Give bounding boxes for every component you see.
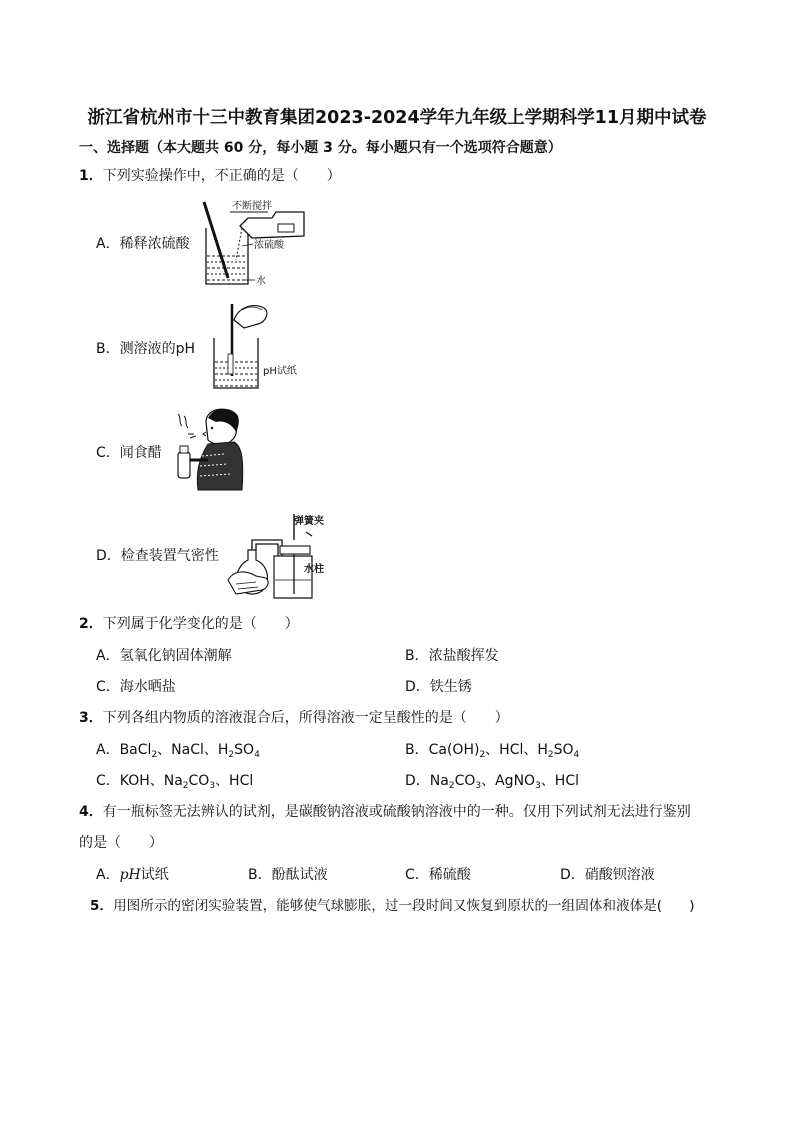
q4-option-b: B．酚酞试液 bbox=[248, 867, 328, 883]
figure-smell-vinegar bbox=[168, 404, 246, 494]
q3-option-d: D．$Na_2CO_3$、AgNO$_3$、HCl bbox=[405, 773, 580, 791]
q1-option-b: B．测溶液的pH bbox=[96, 341, 196, 357]
question-stem-line-1: 有一瓶标签无法辨认的试剂，是碳酸钠溶液或硫酸钠溶液中的一种。仅用下列试剂无法进行鉴别 bbox=[102, 804, 691, 820]
question-stem: 下列各组内物质的溶液混合后，所得溶液一定呈酸性的是（ ） bbox=[102, 710, 509, 726]
q3-option-b: B．$Ca(OH)_2$、HCl、$H_2SO_4$ bbox=[405, 742, 580, 760]
q3-option-c: C．KOH、$Na_2CO_3$、HCl bbox=[96, 773, 254, 791]
q4-option-c: C．稀硫酸 bbox=[405, 867, 471, 883]
figure-label-ph-paper: pH试纸 bbox=[263, 366, 297, 377]
question-number: 3． bbox=[79, 710, 103, 726]
question-number: 1． bbox=[79, 168, 103, 184]
figure-label-acid: 浓硫酸 bbox=[254, 240, 284, 251]
q2-option-a: A．氢氧化钠固体潮解 bbox=[96, 648, 232, 664]
question-number: 2． bbox=[79, 616, 103, 632]
question-1 bbox=[79, 165, 341, 185]
q1-option-c: C．闻食醋 bbox=[96, 445, 162, 461]
question-stem: 下列实验操作中，不正确的是（ ） bbox=[102, 168, 341, 184]
question-stem: 下列属于化学变化的是（ ） bbox=[102, 616, 299, 632]
section-heading: 一、选择题（本大题共 60 分，每小题 3 分。每小题只有一个选项符合题意） bbox=[79, 140, 562, 156]
q2-option-c: C．海水晒盐 bbox=[96, 679, 176, 695]
figure-label-clamp: 弹簧夹 bbox=[294, 516, 324, 527]
figure-label-water: 水 bbox=[256, 276, 266, 287]
question-2 bbox=[79, 613, 299, 633]
q3-option-a: A．BaCl$_2$、NaCl、$H_2SO_4$ bbox=[96, 742, 260, 760]
q1-option-d: D．检查装置气密性 bbox=[96, 548, 219, 564]
page-title: 浙江省杭州市十三中教育集团2023-2024学年九年级上学期科学11月期中试卷 bbox=[87, 108, 707, 128]
q2-option-d: D．铁生锈 bbox=[405, 679, 472, 695]
figure-label-water-column: 水柱 bbox=[304, 564, 324, 575]
question-5 bbox=[90, 894, 695, 914]
q2-option-b: B．浓盐酸挥发 bbox=[405, 648, 499, 664]
figure-label-stirring: 不断搅拌 bbox=[232, 201, 272, 212]
question-number: 4． bbox=[79, 804, 103, 820]
q4-option-d: D．硝酸钡溶液 bbox=[560, 867, 655, 883]
q1-option-a: A．稀释浓硫酸 bbox=[96, 236, 190, 252]
figure-airtight-check bbox=[226, 510, 336, 600]
option-text: A．pH试纸 bbox=[96, 867, 169, 883]
question-number: 5． bbox=[90, 898, 114, 914]
figure-ph-test bbox=[208, 300, 308, 392]
question-stem: 用图所示的密闭实验装置，能够使气球膨胀，过一段时间又恢复到原状的一组固体和液体是( ) bbox=[113, 898, 695, 914]
q4-option-a bbox=[96, 864, 169, 884]
question-4 bbox=[79, 801, 691, 821]
question-3 bbox=[79, 707, 509, 727]
figure-dilute-acid bbox=[196, 198, 326, 290]
question-4-line-2: 的是（ ） bbox=[79, 835, 163, 851]
